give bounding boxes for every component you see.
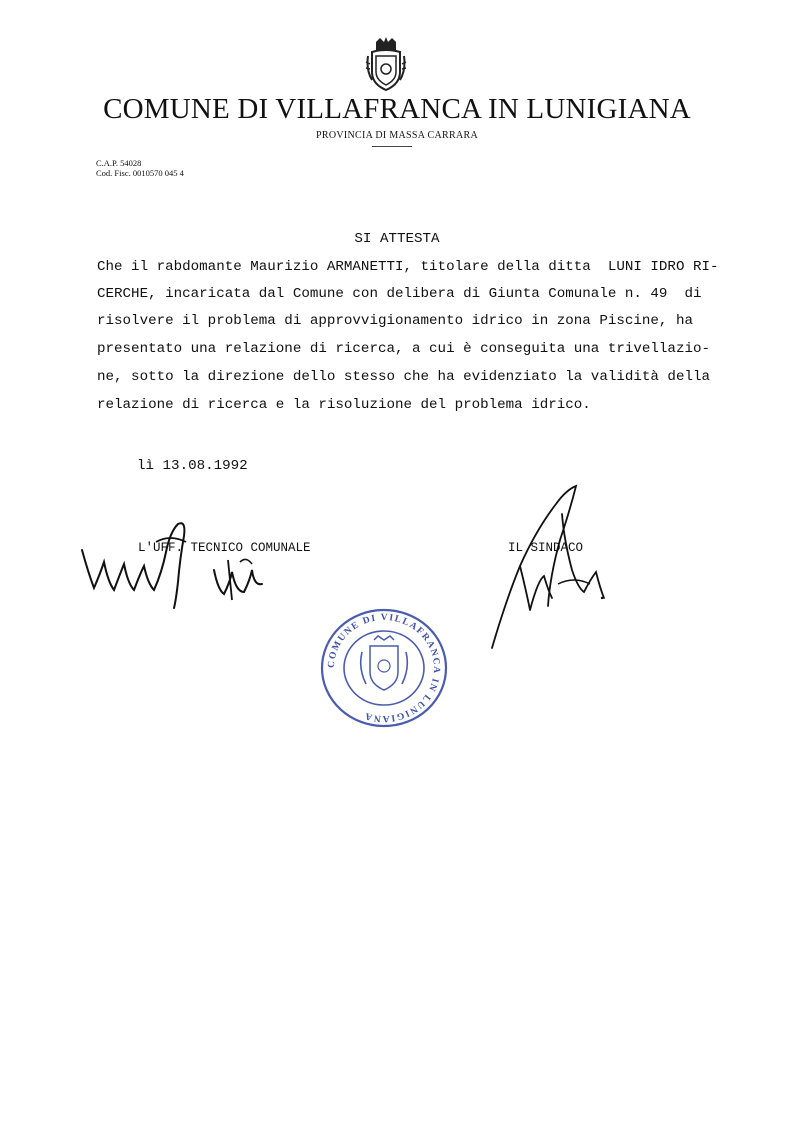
municipal-seal-stamp	[318, 606, 450, 730]
subtitle-divider	[372, 146, 412, 147]
mayor-label: IL SINDACO	[508, 541, 584, 555]
municipality-title: COMUNE DI VILLAFRANCA IN LUNIGIANA	[103, 93, 691, 125]
postal-code: C.A.P. 54028	[96, 158, 142, 168]
technical-office-signature	[74, 512, 274, 612]
tax-code: Cod. Fisc. 0010570 045 4	[96, 168, 184, 178]
municipal-crest-icon	[362, 36, 410, 94]
province-subtitle: PROVINCIA DI MASSA CARRARA	[316, 130, 478, 141]
body-line: risolvere il problema di approvvigionamento idrico in zona Piscine, ha	[97, 313, 693, 329]
body-line: Che il rabdomante Maurizio ARMANETTI, titolare della ditta LUNI IDRO RI-	[97, 259, 719, 275]
body-line: ne, sotto la direzione dello stesso che ha evidenziato la validità della	[97, 369, 710, 385]
place-date: lì 13.08.1992	[137, 458, 248, 474]
body-line: presentato una relazione di ricerca, a cui è conseguita una trivellazio-	[97, 341, 710, 357]
mayor-signature	[486, 480, 616, 660]
technical-office-label: L'UFF. TECNICO COMUNALE	[138, 541, 311, 555]
document-heading: SI ATTESTA	[354, 231, 440, 247]
body-line: relazione di ricerca e la risoluzione del problema idrico.	[97, 397, 591, 413]
body-line: CERCHE, incaricata dal Comune con delibera di Giunta Comunale n. 49 di	[97, 286, 702, 302]
stamp-ring-text: COMUNE DI VILLAFRANCA IN LUNIGIANA	[326, 612, 442, 724]
